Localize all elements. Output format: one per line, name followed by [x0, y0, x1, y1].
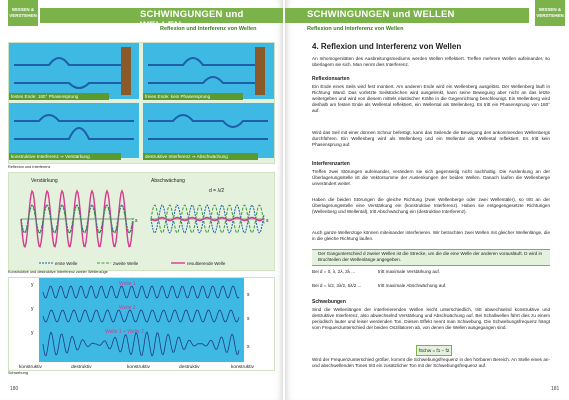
fig1-footnote: Reflexion und Interferenz — [8, 165, 51, 169]
reflex-paragraph: Ein Ende eines Seils wird fest montiert. Am anderen Ende wird ein Wellenberg ausgelöst. Der Wellenberg läuft in Richtung Wand. Das vorletzte Seilstückchen wird ausgelenkt, kann seine Bewegung aber nicht an das letzte weitergeben und wird von diesem mittels elastischer Kräfte in die Gegenrichtung beschleunigt. Ein Wellenberg wird deshalb am festen Ende als Wellental reflektiert, ein Wellental als Wellenberg. Es tritt ein Phasensprung von 180° auf. — [312, 84, 550, 114]
schweb-heading: Schwebungen — [312, 299, 346, 305]
side-tab-right: WISSEN & VERSTEHEN — [535, 0, 565, 26]
beat-formula: fSchw = f1 − f2 — [416, 345, 452, 356]
axis-y2: y — [31, 306, 34, 312]
axis-s1: s — [247, 292, 250, 298]
label-verstaerkung: Verstärkung — [31, 178, 58, 184]
header-title: SCHWINGUNGEN und WELLEN — [140, 9, 244, 31]
legend-result: resultierende Welle — [187, 261, 226, 266]
beat-figure — [8, 277, 275, 371]
definition-box — [312, 249, 550, 266]
definition-text: Der Gangunterschied d zweier Wellen ist die Strecke, um die die eine Welle der anderen vorausläuft. D wird in Bruchteilen der Wellenlänge angegeben. — [318, 251, 543, 263]
beat-label-5: konstruktiv — [231, 365, 254, 370]
constructive-diagram — [9, 103, 139, 158]
caption-free-end: freies Ende: kein Phasensprung — [143, 93, 243, 100]
destructive-diagram — [143, 103, 274, 158]
reflection-figure — [8, 42, 275, 164]
axis-s-right: s — [266, 218, 269, 224]
legend-first: erste Welle — [55, 261, 78, 266]
intro-paragraph: An Inhomogenitäten des Ausbreitungsmediums werden Wellen reflektiert. Treffen mehrere Wellen aufeinander, so überlagern sie sich. Man nennt dies Interferenz. — [312, 56, 550, 68]
axis-s3: s — [247, 344, 250, 350]
interf-paragraph-2: Haben die beiden Störungen die gleiche Richtung (zwei Wellenberge oder zwei Wellentäler), so tritt an der Überlagerungsstelle eine Verstärkung ein (konstruktive Interferenz). Haben sie entgegengesetzte Richtungen (Wellenberg und Wellental), tritt Abschwächung ein (destruktive Interferenz). — [312, 197, 550, 215]
header-title-right: SCHWINGUNGEN und WELLEN — [307, 9, 455, 20]
page-number-right: 181 — [551, 386, 560, 392]
axis-s-left: s — [135, 218, 138, 224]
caption-fixed-end: festes Ende: 180° Phasensprung — [9, 93, 109, 100]
label-sum: Welle 1 + Welle 2 — [105, 329, 144, 335]
formula-2-right: tritt maximale Abschwächung auf. — [378, 283, 447, 288]
caption-destructive: destruktive Interferenz ⇒ Abschwächung — [143, 153, 258, 160]
side-tab: WISSEN & VERSTEHEN — [8, 0, 38, 26]
label-welle2: Welle 2 — [119, 305, 136, 311]
left-page — [0, 0, 283, 400]
reflex-paragraph-2: Wird das Seil mit einer dünnen Schnur befestigt, kann das Seilende die Bewegung des ankommenden Wellenbergs durchführen. Ein Wellenberg wird als Wellenberg und ein Wellental als Wellental reflektiert. Es tritt kein Phasensprung auf. — [312, 130, 550, 148]
beat-label-2: destruktiv — [71, 365, 92, 370]
axis-s2: s — [247, 316, 250, 322]
interf-heading: Interferenzarten — [312, 161, 350, 167]
beat-label-3: konstruktiv — [127, 365, 150, 370]
constructive-panel — [9, 103, 139, 158]
caption-constructive: konstruktive Interferenz ⇒ Verstärkung — [9, 153, 121, 160]
interference-diagram — [9, 173, 274, 270]
formula-1-left: Bei d = 0, λ, 2λ, 3λ ... — [312, 269, 356, 274]
beat-label-1: konstruktiv — [19, 365, 42, 370]
subheader: Reflexion und Interferenz von Wellen — [160, 26, 257, 32]
formula-2-left: Bei d = λ/2, 3λ/2, 5λ/2 ... — [312, 283, 362, 288]
legend-second: zweite Welle — [113, 261, 139, 266]
interf-paragraph-3: Auch ganze Wellenzüge können miteinander interferieren. Wir betrachten zwei Wellen mit gleicher Wellenlänge, die in die gleiche Richtung laufen. — [312, 230, 550, 242]
axis-y1: y — [31, 282, 34, 288]
free-end-panel — [143, 43, 274, 99]
label-d: d = λ/2 — [209, 188, 225, 194]
reflex-heading: Reflexionsarten — [312, 76, 350, 82]
schweb-paragraph-2: Wird der Frequenzunterschied größer, kommt die Schwebungsfrequenz in den hörbaren Bereich. An Stelle eines an- und abschwellenden Tones tritt ein zusätzlicher Ton mit der Schwebungsfrequenz auf. — [312, 357, 550, 369]
subheader-right: Reflexion und Interferenz von Wellen — [307, 26, 404, 32]
label-welle1: Welle 1 — [119, 281, 136, 287]
beat-label-4: destruktiv — [179, 365, 200, 370]
axis-y3: y — [31, 330, 34, 336]
fig2-footnote: Konstruktive und destruktive Interferenz zweier Wellenzüge — [8, 270, 108, 274]
fixed-end-diagram — [9, 43, 139, 99]
free-end-diagram — [143, 43, 274, 99]
fig3-footnote: Schwebung — [8, 371, 28, 375]
beat-diagram — [39, 278, 244, 362]
section-heading: 4. Reflexion und Interferenz von Wellen — [312, 42, 462, 51]
schweb-paragraph: Sind die Wellenlängen der interferierenden Wellen leicht unterschiedlich, tritt abwechselnd konstruktive und destruktive Interferenz, also abwechselnd Verstärkung und Abschwächung auf. Bei Schallwellen führt dies zu einem periodisch lauter und leiser werdenden Ton. Diesen Effekt nennt man Schwebung. Die Schwebungsfrequenz hängt vom Frequenzunterschied der beiden Oszillatoren ab, von denen die Wellen ausgegangen sind. — [312, 307, 550, 331]
interf-paragraph: Treffen zwei Störungen aufeinander, verändern sie sich gegenseitig nicht nachhaltig. Die Auslenkung an der Überlagerungsstelle ist die Vektorsumme der Auslenkungen der beiden Wellen. Danach laufen die Wellenberge unverändert weiter. — [312, 169, 550, 187]
formula-1-right: tritt maximale Verstärkung auf. — [378, 269, 441, 274]
label-abschwaechung: Abschwächung — [151, 178, 185, 184]
page-number-left: 180 — [10, 386, 19, 392]
beat-panel — [39, 278, 244, 362]
interference-figure — [8, 172, 275, 271]
fixed-end-panel — [9, 43, 139, 99]
destructive-panel — [143, 103, 274, 158]
